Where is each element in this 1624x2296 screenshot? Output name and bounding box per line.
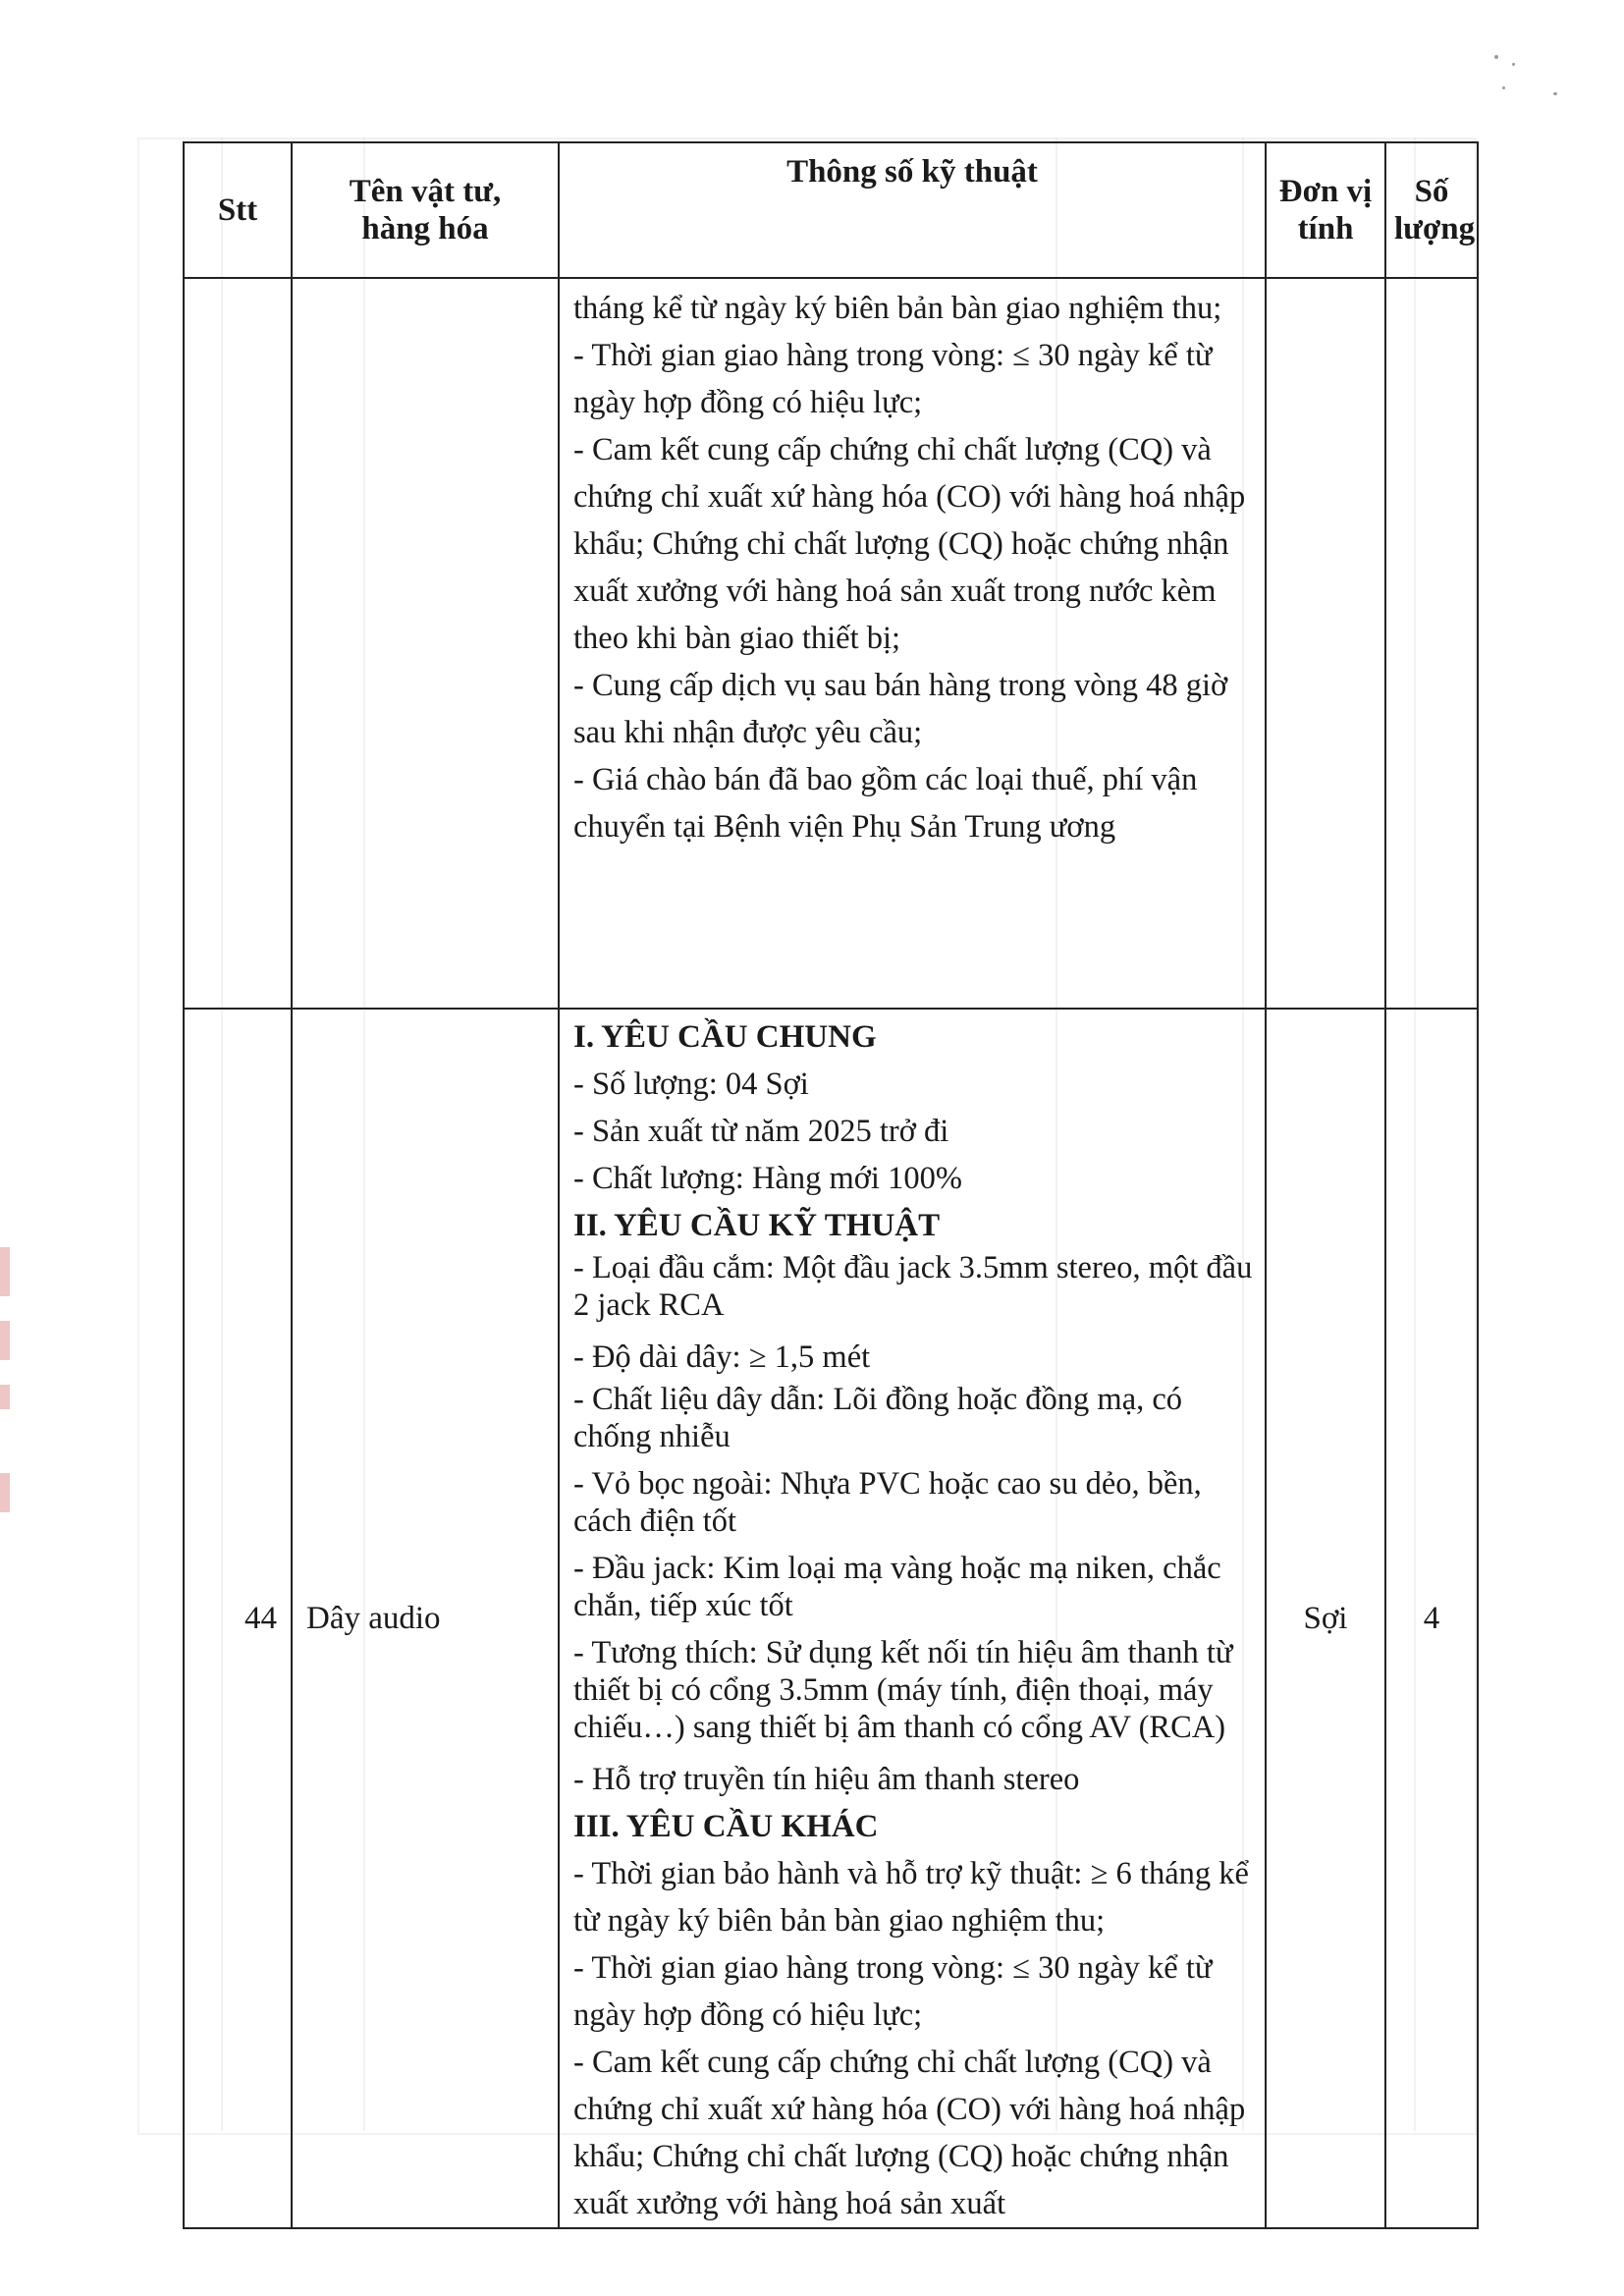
spec-line: - Loại đầu cắm: Một đầu jack 3.5mm stereo, một đầu 2 jack RCA [573, 1250, 1253, 1323]
stamp-edge [0, 1473, 10, 1512]
row-stt: 44 [184, 1009, 292, 2228]
scan-speck [1512, 63, 1515, 66]
section-title: II. YÊU CẦU KỸ THUẬT [573, 1208, 941, 1243]
section-title: III. YÊU CẦU KHÁC [573, 1809, 879, 1844]
stamp-edge [0, 1385, 10, 1409]
row-name: Dây audio [292, 1009, 559, 2228]
spec-line: - Thời gian giao hàng trong vòng: ≤ 30 ngày kể từ ngày hợp đồng có hiệu lực; [573, 1950, 1213, 2033]
spec-line: - Chất liệu dây dẫn: Lõi đồng hoặc đồng mạ, có chống nhiễu [573, 1382, 1183, 1454]
row-unit: Sợi [1266, 1009, 1385, 2228]
header-row [184, 142, 1478, 278]
header-name: Tên vật tư, hàng hóa [292, 142, 559, 278]
spec-line: - Độ dài dây: ≥ 1,5 mét [573, 1339, 871, 1375]
scan-speck [1494, 55, 1498, 59]
spec-line: - Vỏ bọc ngoài: Nhựa PVC hoặc cao su dẻo, bền, cách điện tốt [573, 1466, 1202, 1539]
header-stt: Stt [184, 142, 292, 278]
row-qty [1385, 278, 1478, 1009]
section-title: I. YÊU CẦU CHUNG [573, 1019, 877, 1055]
row-stt [184, 278, 292, 1009]
header-specs: Thông số kỹ thuật [559, 142, 1266, 278]
spec-line: - Tương thích: Sử dụng kết nối tín hiệu âm thanh từ thiết bị có cổng 3.5mm (máy tính, điện thoại, máy chiếu…) sang thiết bị âm thanh có cổng AV (RCA) [573, 1635, 1233, 1745]
spec-line: - Cam kết cung cấp chứng chỉ chất lượng (CQ) và chứng chỉ xuất xứ hàng hóa (CO) với hàng hoá nhập khẩu; Chứng chỉ chất lượng (CQ) hoặc chứng nhận xuất xưởng với hàng hoá sản xuất trong nước kèm theo khi bàn giao thiết bị; [573, 432, 1246, 656]
spec-line: - Cam kết cung cấp chứng chỉ chất lượng (CQ) và chứng chỉ xuất xứ hàng hóa (CO) với hàng hoá nhập khẩu; Chứng chỉ chất lượng (CQ) hoặc chứng nhận xuất xưởng với hàng hoá sản xuất [573, 2045, 1246, 2221]
scan-speck [1553, 92, 1557, 95]
spec-line: - Thời gian giao hàng trong vòng: ≤ 30 ngày kể từ ngày hợp đồng có hiệu lực; [573, 338, 1213, 420]
spec-line: tháng kể từ ngày ký biên bản bàn giao nghiệm thu; [573, 291, 1222, 326]
header-unit: Đơn vị tính [1266, 142, 1385, 278]
row-name [292, 278, 559, 1009]
spec-line: - Chất lượng: Hàng mới 100% [573, 1161, 962, 1196]
spec-line: - Hỗ trợ truyền tín hiệu âm thanh stereo [573, 1762, 1080, 1797]
spec-line: - Thời gian bảo hành và hỗ trợ kỹ thuật: ≥ 6 tháng kể từ ngày ký biên bản bàn giao nghiệm thu; [573, 1856, 1249, 1939]
table-row [184, 1009, 1478, 2228]
row-unit [1266, 278, 1385, 1009]
spec-line: - Sản xuất từ năm 2025 trở đi [573, 1114, 949, 1149]
header-qty: Số lượng [1385, 142, 1478, 278]
specification-table [183, 141, 1479, 2229]
row-specs [559, 1009, 1266, 2228]
row-specs [559, 278, 1266, 1009]
spec-line: - Số lượng: 04 Sợi [573, 1066, 809, 1102]
row-qty: 4 [1385, 1009, 1478, 2228]
stamp-edge [0, 1321, 10, 1360]
table-row [184, 278, 1478, 1009]
spec-line: - Cung cấp dịch vụ sau bán hàng trong vòng 48 giờ sau khi nhận được yêu cầu; [573, 668, 1228, 750]
spec-line: - Giá chào bán đã bao gồm các loại thuế, phí vận chuyển tại Bệnh viện Phụ Sản Trung ương [573, 762, 1198, 845]
spec-line: - Đầu jack: Kim loại mạ vàng hoặc mạ niken, chắc chắn, tiếp xúc tốt [573, 1551, 1221, 1623]
stamp-edge [0, 1247, 10, 1296]
scan-speck [1502, 86, 1505, 89]
